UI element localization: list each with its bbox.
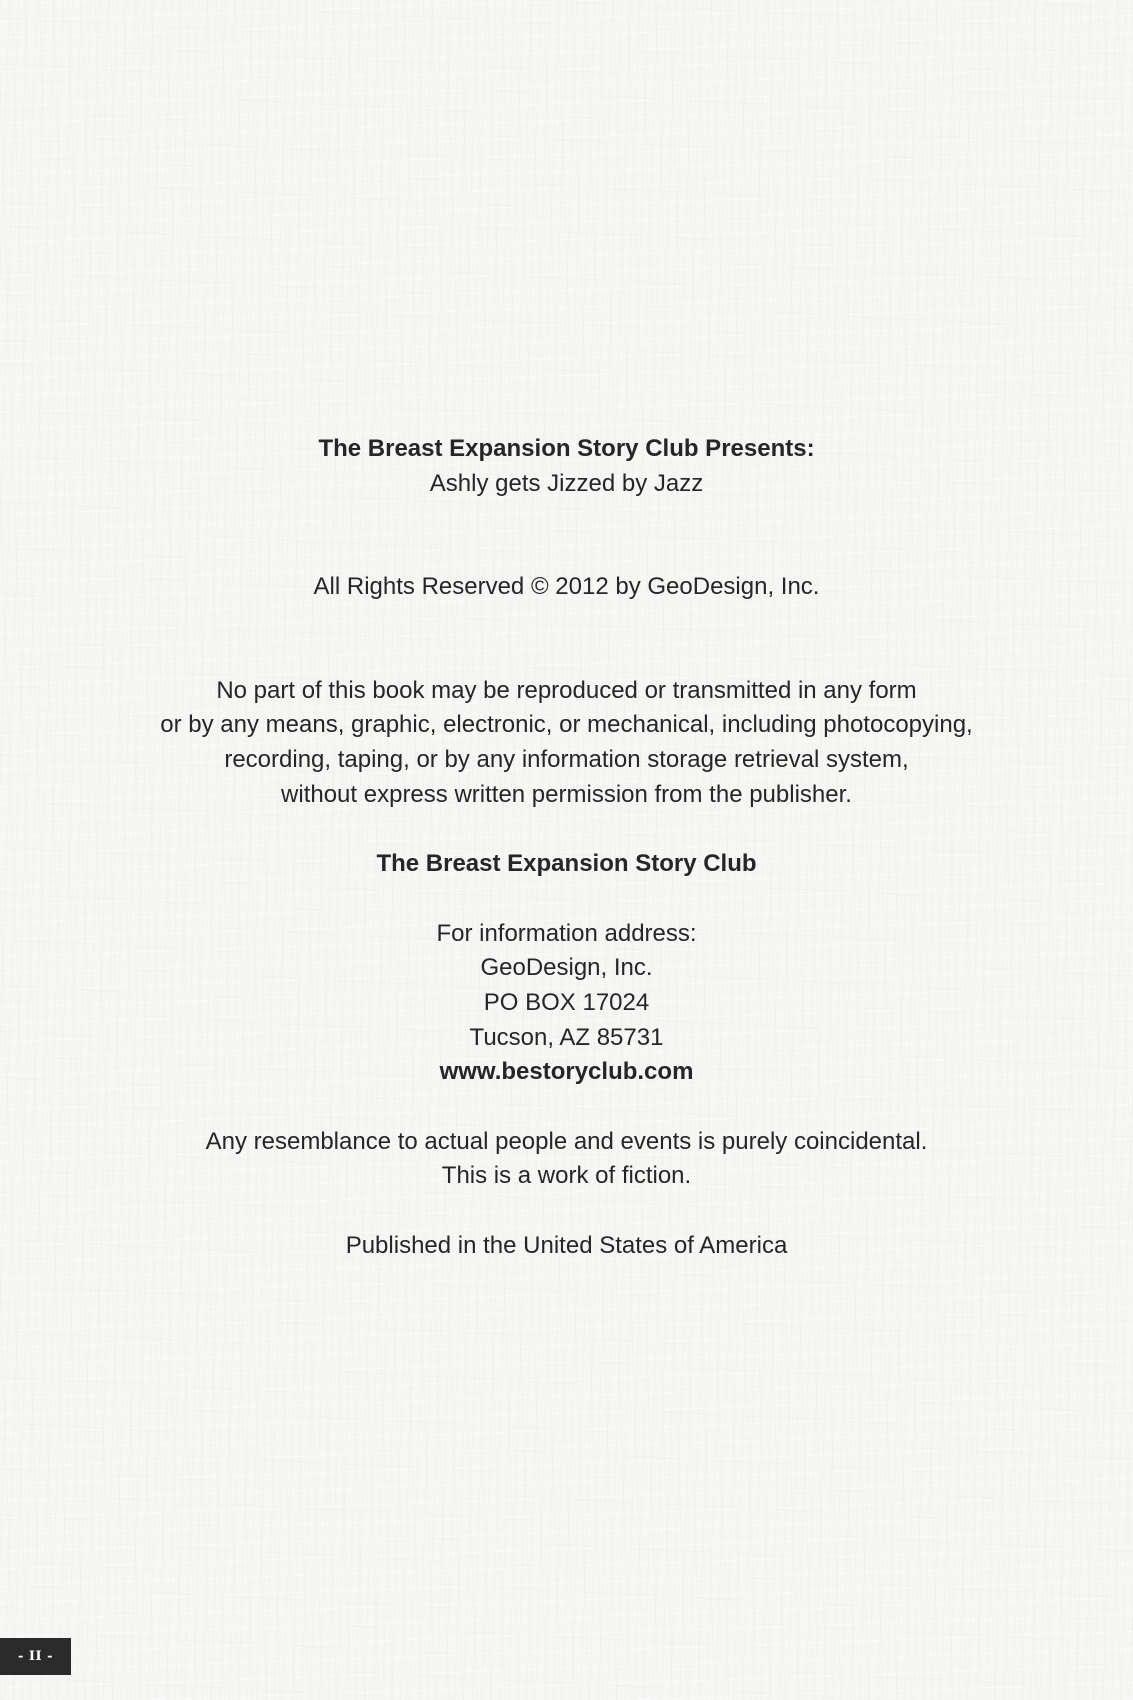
spacer [0,501,1133,570]
address-po-box: PO BOX 17024 [483,988,650,1016]
address-company: GeoDesign, Inc. [480,954,653,982]
disclaimer-line: This is a work of fiction. [441,1162,692,1190]
book-title: Ashly gets Jizzed by Jazz [429,469,704,497]
presents-heading: The Breast Expansion Story Club Presents: [318,435,815,462]
published-statement: Published in the United States of America [345,1231,788,1259]
website-link: www.bestoryclub.com [439,1058,694,1086]
rights-statement: All Rights Reserved © 2012 by GeoDesign, Inc. [313,573,820,601]
notice-line: recording, taping, or by any information storage retrieval system, [224,745,909,773]
spacer [0,812,1133,847]
spacer [0,882,1133,917]
spacer [0,1090,1133,1125]
page-number-badge: - II - [0,1638,71,1675]
notice-line: without express written permission from the publisher. [281,780,852,808]
address-city: Tucson, AZ 85731 [469,1023,664,1051]
notice-line: No part of this book may be reproduced or transmitted in any form [216,676,917,704]
spacer [0,605,1133,674]
address-label: For information address: [436,919,697,947]
copyright-text-block [0,432,1133,1264]
spacer [0,1194,1133,1229]
notice-line: or by any means, graphic, electronic, or mechanical, including photocopying, [160,711,973,739]
disclaimer-line: Any resemblance to actual people and events is purely coincidental. [205,1127,928,1155]
publisher-name: The Breast Expansion Story Club [376,850,757,878]
